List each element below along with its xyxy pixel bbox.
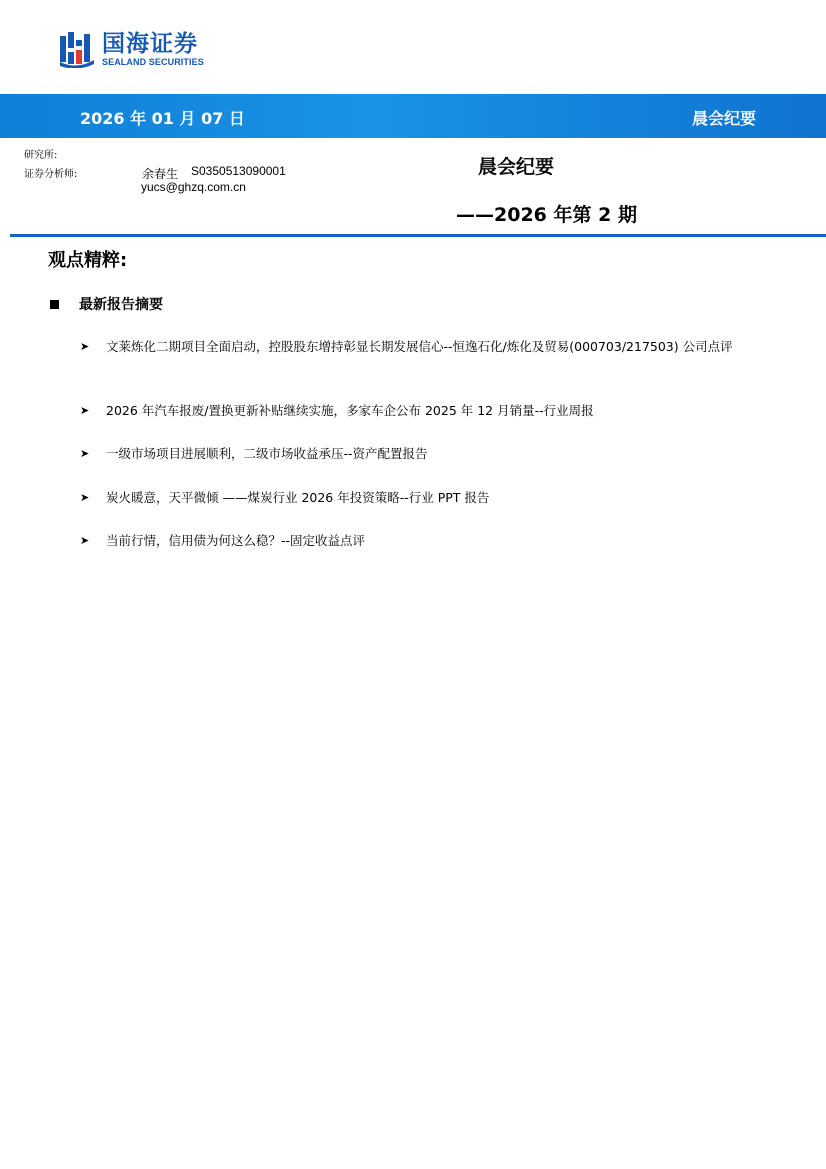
- analyst-email[interactable]: yucs@ghzq.com.cn: [141, 180, 246, 194]
- subsection-heading: [50, 294, 163, 314]
- analyst-id: S0350513090001: [191, 164, 286, 178]
- list-item-text: 当前行情，信用债为何这么稳？--固定收益点评: [106, 533, 366, 548]
- list-item-text: 炭火暖意，天平微倾 ——煤炭行业 2026 年投资策略--行业 PPT 报告: [106, 490, 490, 505]
- arrow-bullet-icon: ➤: [80, 534, 90, 547]
- arrow-bullet-icon: ➤: [80, 404, 90, 417]
- section-title: 观点精粹:: [48, 250, 128, 271]
- list-item[interactable]: [80, 443, 800, 465]
- arrow-bullet-icon: ➤: [80, 340, 90, 353]
- list-item-text: 一级市场项目进展顺利，二级市场收益承压--资产配置报告: [106, 446, 428, 461]
- arrow-bullet-icon: ➤: [80, 447, 90, 460]
- analyst-name: 余春生: [142, 167, 179, 181]
- analyst-label: 证券分析师:: [24, 169, 78, 180]
- list-item[interactable]: [80, 336, 800, 358]
- arrow-bullet-icon: ➤: [80, 491, 90, 504]
- report-title: 晨会纪要: [478, 156, 555, 178]
- report-issue: ——2026 年第 2 期: [456, 204, 637, 226]
- header-banner: [0, 94, 826, 138]
- logo-name-cn: 国海证券: [102, 30, 198, 57]
- list-item[interactable]: [80, 487, 800, 509]
- subsection-label: 最新报告摘要: [79, 297, 163, 313]
- list-item-text: 2026 年汽车报废/置换更新补贴继续实施，多家车企公布 2025 年 12 月销量--行业周报: [106, 403, 594, 418]
- list-item[interactable]: [80, 400, 800, 422]
- square-bullet-icon: [50, 300, 59, 309]
- list-item-text: 文莱炼化二期项目全面启动，控股股东增持彰显长期发展信心--恒逸石化/炼化及贸易(000703/217503) 公司点评: [106, 339, 733, 354]
- company-logo: [58, 30, 204, 68]
- divider-rule: [10, 234, 826, 237]
- list-item[interactable]: [80, 530, 800, 552]
- sealand-logo-icon: [58, 30, 96, 68]
- report-type-tag: 晨会纪要: [691, 109, 756, 128]
- institute-label: 研究所:: [24, 150, 58, 161]
- logo-name-en: SEALAND SECURITIES: [102, 56, 204, 67]
- report-date: 2026 年 01 月 07 日: [80, 109, 245, 128]
